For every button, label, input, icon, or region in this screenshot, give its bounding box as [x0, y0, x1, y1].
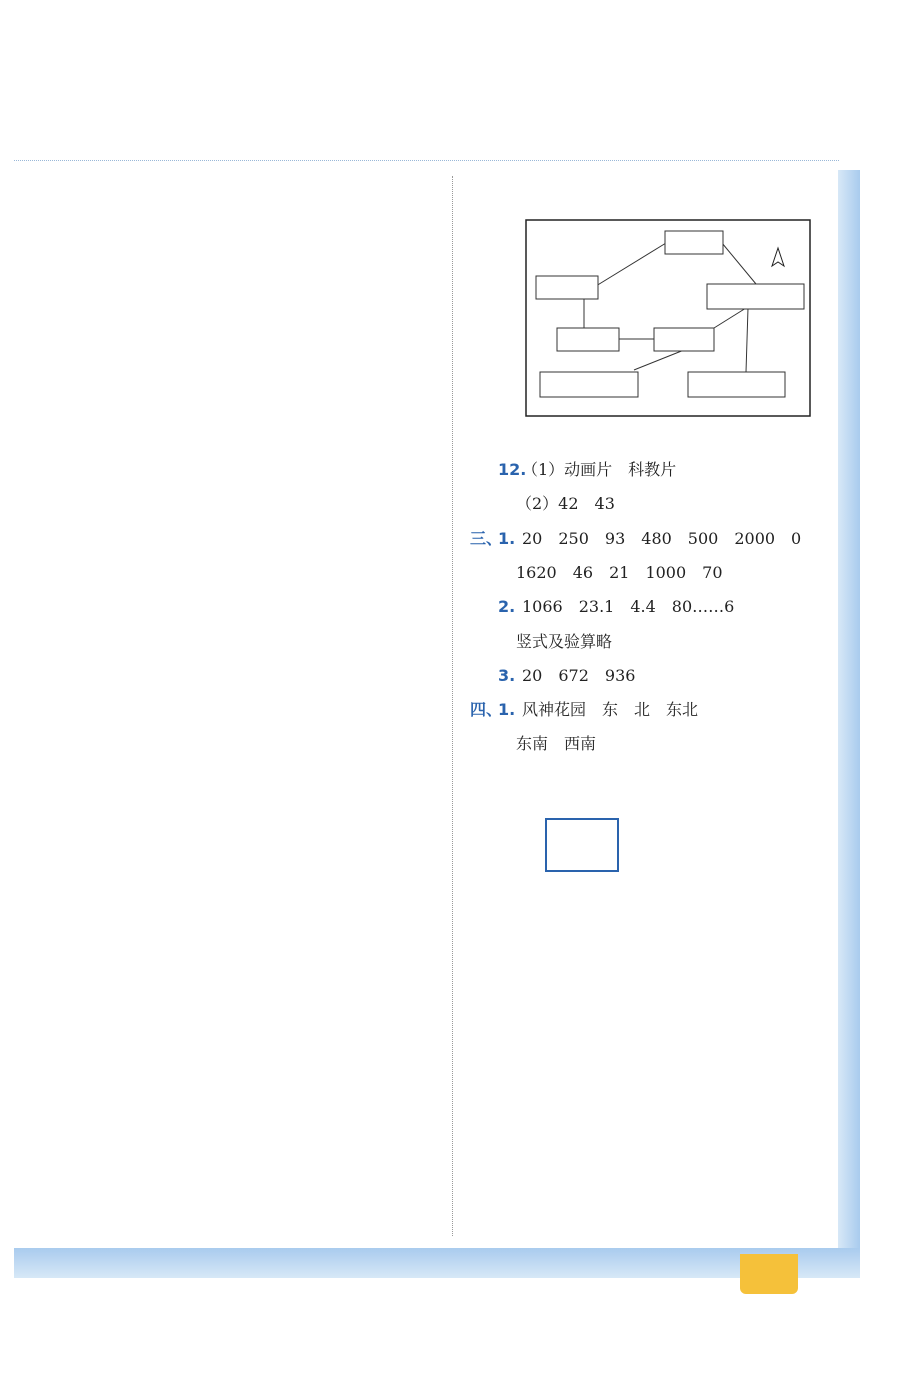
map-box-hotel: [707, 284, 804, 309]
column-divider: [452, 176, 453, 1236]
answer-line: 竖式及验算略: [516, 631, 613, 651]
part-marker: 三、: [470, 528, 503, 548]
question-number: 1.: [498, 700, 516, 720]
question-number: 1.: [498, 528, 516, 548]
map-box-blank: [688, 372, 785, 397]
page-frame-bottom: [14, 1248, 860, 1278]
question-number: 12.: [498, 460, 527, 479]
drawn-rectangle: [546, 819, 618, 871]
question-number: 2.: [498, 597, 516, 617]
answer-line: （1）动画片 科教片: [522, 460, 677, 479]
answer-line: 20 250 93 480 500 2000 0: [522, 528, 802, 548]
map-box-c: [557, 328, 619, 351]
map-box-circus: [540, 372, 638, 397]
answer-line: 东南 西南: [516, 734, 597, 754]
part-marker: 四、: [470, 700, 503, 720]
square-grid: [510, 798, 750, 892]
answer-line: 20 672 936: [522, 665, 636, 685]
question-number: 3.: [498, 665, 516, 685]
answer-line: 1620 46 21 1000 70: [516, 562, 723, 582]
map-box-gate: [654, 328, 714, 351]
map-box-a: [665, 231, 723, 254]
header-rule: [14, 160, 839, 161]
answer-line: （2）42 43: [516, 494, 615, 514]
answer-line: 1066 23.1 4.4 80……6: [522, 597, 735, 617]
scenic-spot-map: [524, 218, 814, 420]
page-frame-right: [838, 170, 860, 1250]
map-box-b: [536, 276, 598, 299]
answer-line: 风神花园 东 北 东北: [522, 700, 699, 720]
page-number: [740, 1254, 798, 1294]
